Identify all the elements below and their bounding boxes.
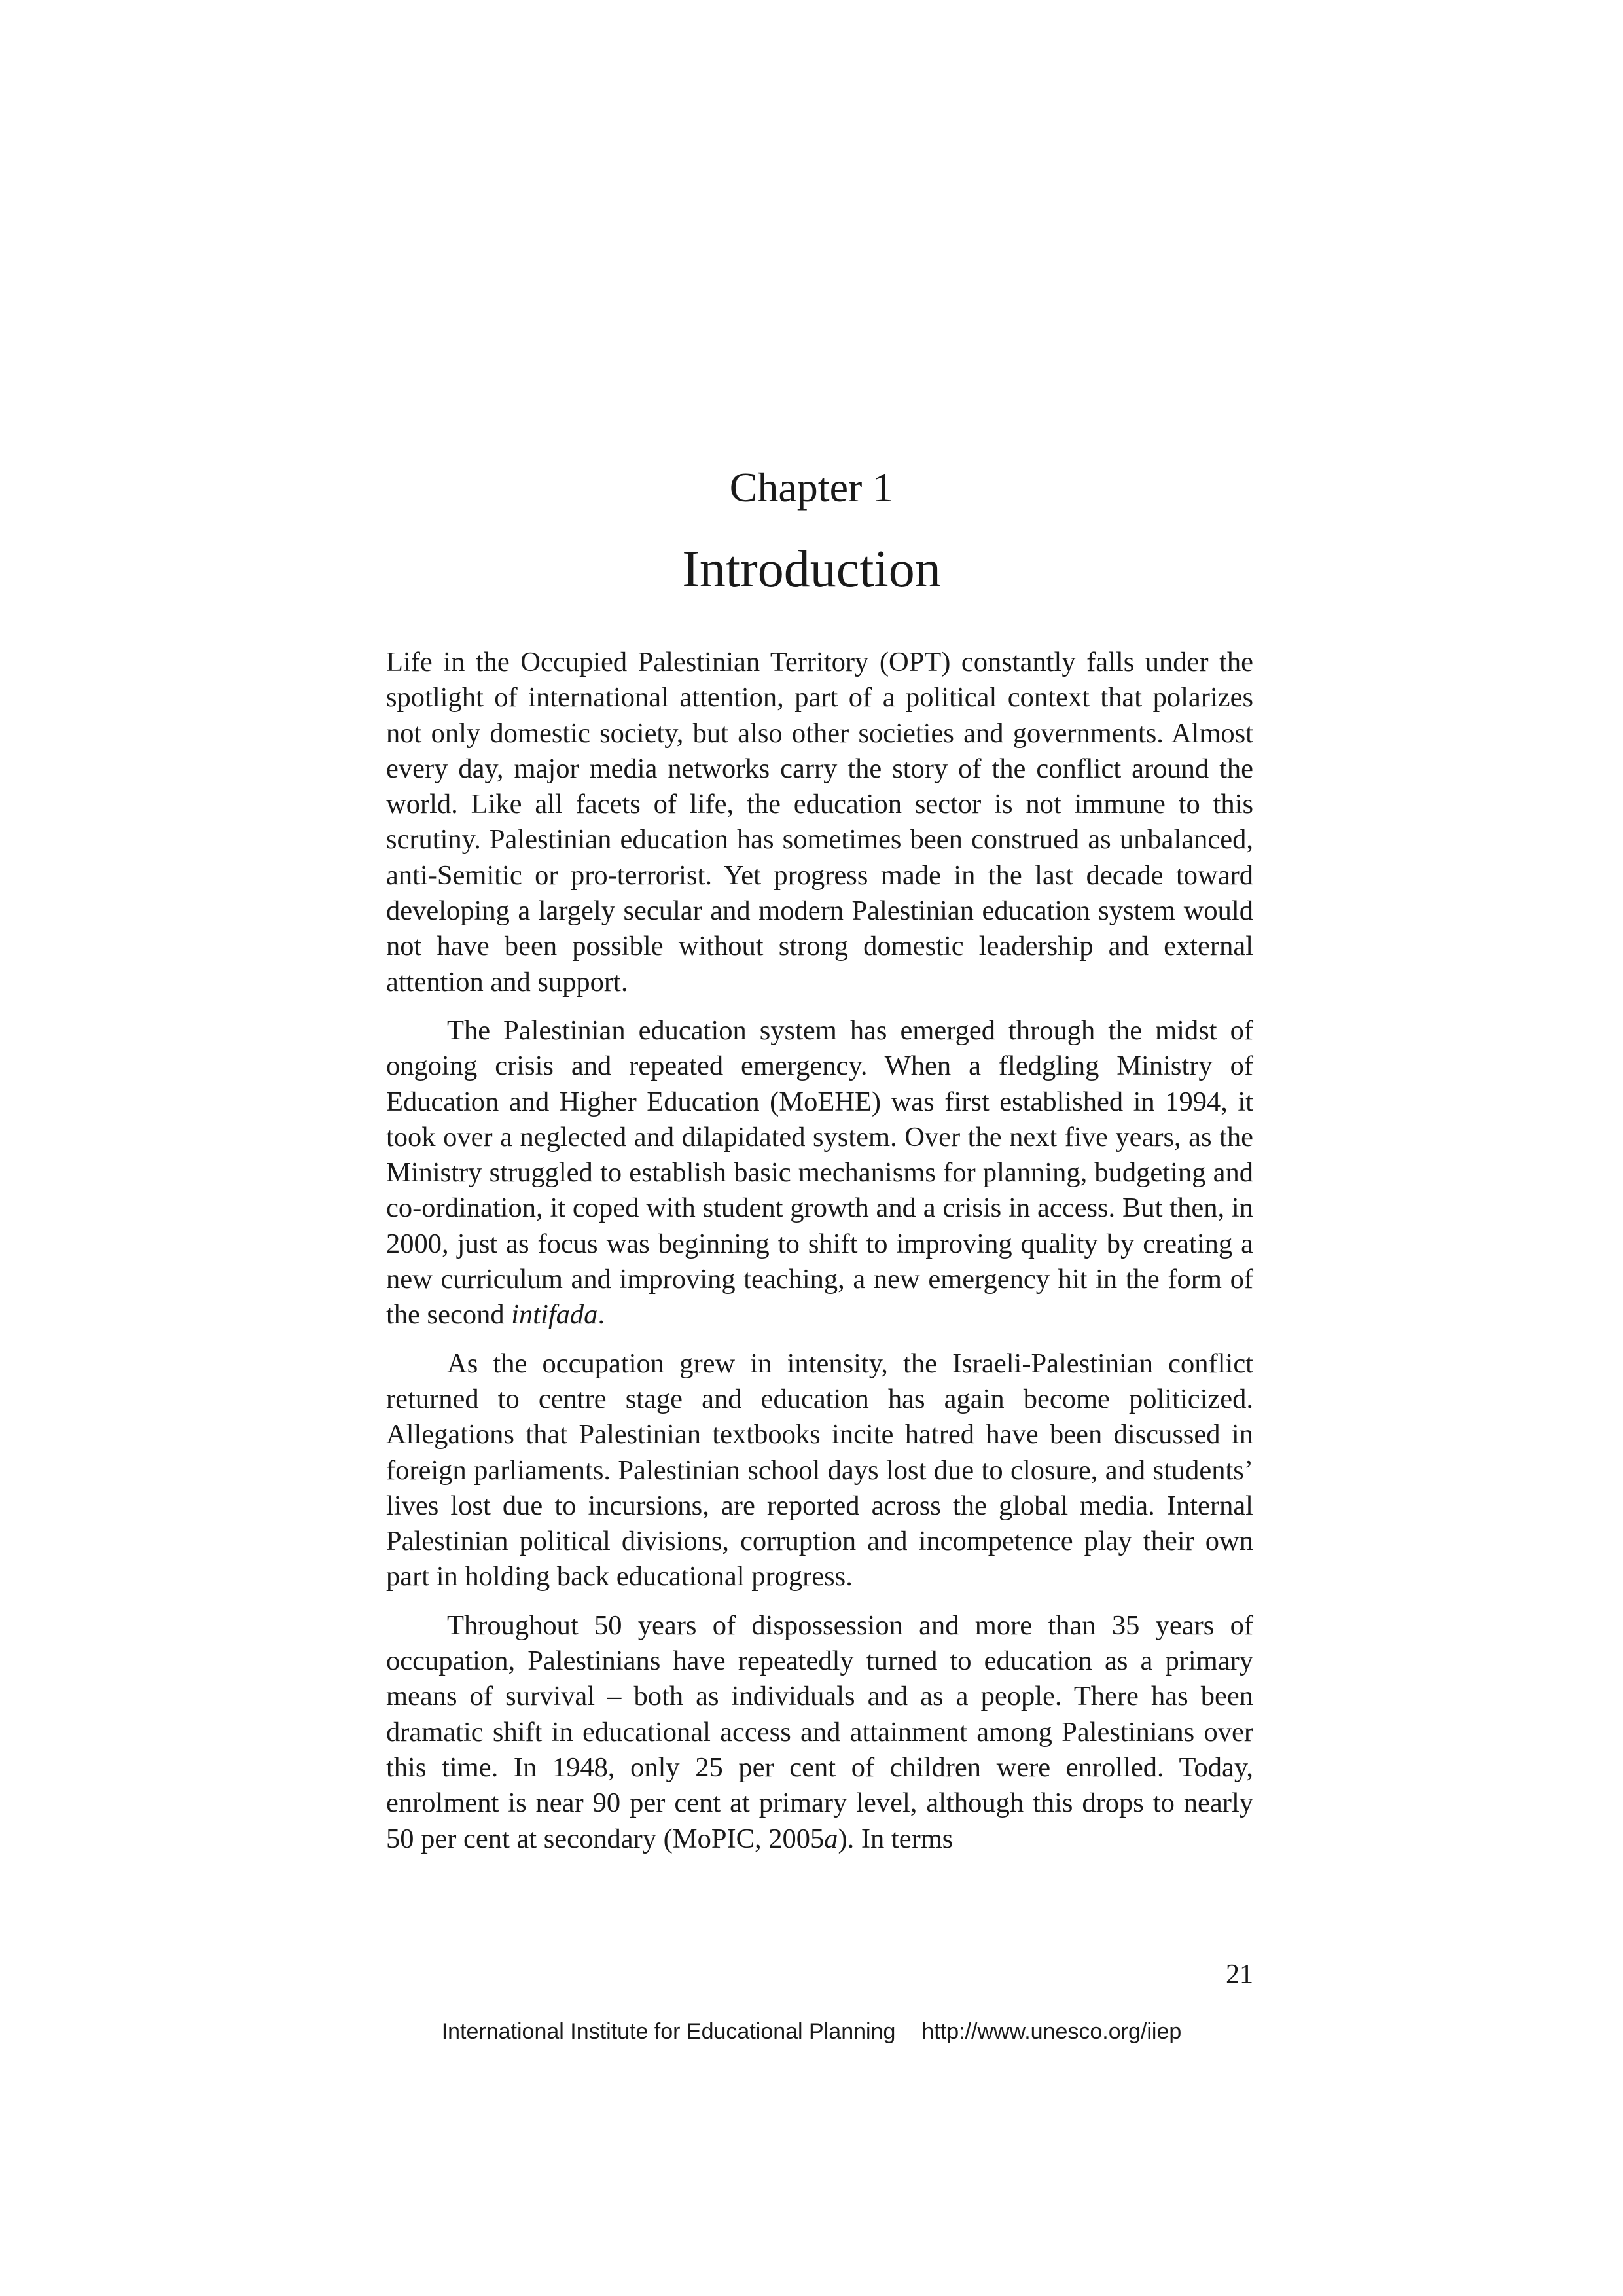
paragraph-1: Life in the Occupied Palestinian Territory (OPT) constantly falls under the spotlight of international attention, part of a political context that polarizes not only domestic society, but also other societies and governments. Almost every day, major media networks carry the story of the conflict around the world. Like all facets of life, the education sector is not immune to this scrutiny. Palestinian education has sometimes been construed as unbalanced, anti-Semitic or pro-terrorist. Yet progress made in the last decade toward developing a largely secular and modern Palestinian education system would not have been possible without strong domestic leadership and external attention and support. [386, 647, 1253, 997]
footer-url-link[interactable]: http://www.unesco.org/iiep [921, 2019, 1182, 2044]
paragraph-2-text: The Palestinian education system has emerged through the midst of ongoing crisis and repeated emergency. When a fledgling Ministry of Education and Higher Education (MoEHE) was first established in 1994, it took over a neglected and dilapidated system. Over the next five years, as the Ministry struggled to establish basic mechanisms for planning, budgeting and co-ordination, it coped with student growth and a crisis in access. But then, in 2000, just as focus was beginning to shift to improving quality by creating a new curriculum and improving teaching, a new emergency hit in the form of the second [386, 1014, 1253, 1331]
paragraph-4-text: Throughout 50 years of dispossession and more than 35 years of occupation, Palestinians have repeatedly turned to education as a primary means of survival – both as individuals and as a people. There has been dramatic shift in educational access and attainment among Palestinians over this time. In 1948, only 25 per cent of children were enrolled. Today, enrolment is near 90 per cent at primary level, although this drops to nearly 50 per cent at secondary (MoPIC, 2005 [386, 1609, 1253, 1854]
paragraph-2-italic: intifada [511, 1299, 598, 1331]
body-text [386, 645, 1253, 1870]
paragraph-4 [386, 1608, 1253, 1857]
page-number: 21 [1226, 1960, 1253, 1990]
chapter-label: Chapter 1 [729, 464, 894, 511]
paragraph-2 [386, 1013, 1253, 1333]
footer [0, 2017, 1623, 2046]
paragraph-2-tail: . [597, 1299, 605, 1331]
footer-institute: International Institute for Educational Planning [441, 2019, 896, 2044]
chapter-title: Introduction [682, 541, 941, 598]
paragraph-3: As the occupation grew in intensity, the Israeli-Palestinian conflict returned to centre stage and education has again become politicized. Allegations that Palestinian textbooks incite hatred have been discussed in foreign parliaments. Palestinian school days lost due to closure, and students’ lives lost due to incursions, are reported across the global media. Internal Palestinian political divisions, corruption and incompetence play their own part in holding back educational progress. [386, 1348, 1253, 1592]
paragraph-4-italic: a [824, 1823, 838, 1854]
paragraph-4-tail: ). In terms [838, 1823, 954, 1854]
